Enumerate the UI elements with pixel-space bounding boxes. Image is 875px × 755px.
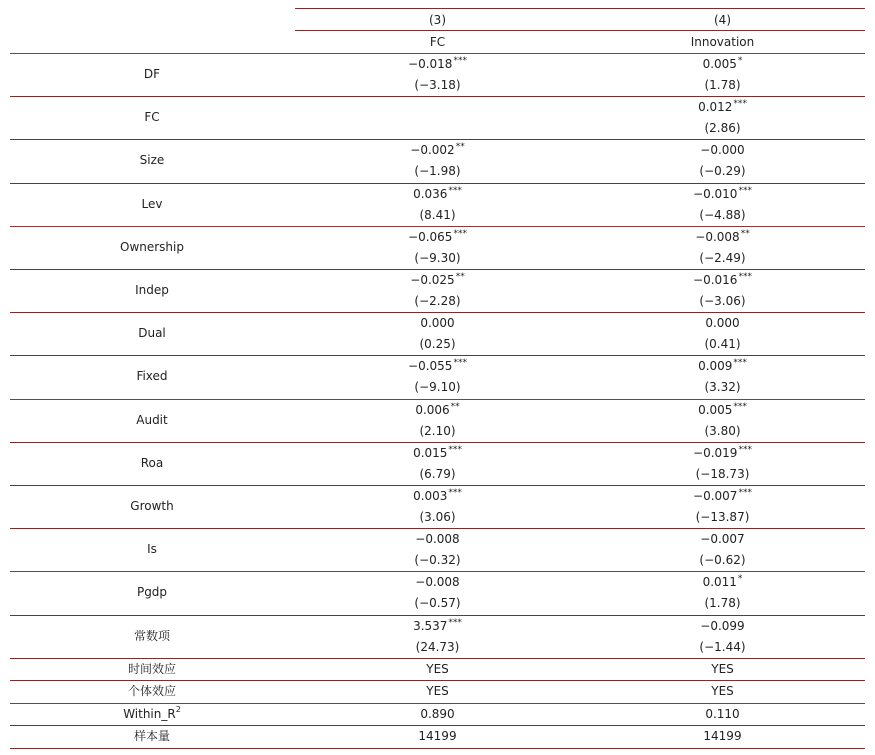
footer-rule-3 [10,748,865,749]
footer-4-1: YES [711,684,734,699]
row-label-3: Lev [141,196,163,211]
tstat-4-5: (−3.06) [699,294,746,308]
coef-4-2: −0.000 [700,143,745,158]
significance-stars: *** [733,99,747,110]
coef-3-5: −0.025** [410,272,465,287]
col-name-fc: FC [429,35,446,49]
significance-stars: *** [448,185,462,196]
coef-3-12: −0.008 [415,575,460,590]
coef-3-3: 0.036*** [413,185,462,201]
significance-stars: *** [453,358,467,369]
tstat-3-4: (−9.30) [414,250,461,265]
coef-3-9: 0.015*** [413,444,462,460]
row-rule-6 [10,355,865,356]
coef-4-1: 0.012*** [698,99,747,115]
footer-4-2: 0.110 [705,706,740,721]
coef-4-6: 0.000 [705,316,740,331]
tstat-3-7: (−9.10) [414,380,461,395]
tstat-3-6: (0.25) [419,337,456,352]
tstat-4-9: (−18.73) [695,466,750,481]
tstat-4-6: (0.41) [704,337,741,352]
significance-stars: * [737,574,743,585]
col-name-innovation: Innovation [690,35,755,49]
tstat-4-3: (−4.88) [699,207,746,222]
significance-stars: *** [738,488,752,498]
coef-3-11: −0.008 [415,532,460,547]
significance-stars: *** [448,617,462,628]
significance-stars: ** [455,272,465,282]
significance-stars: ** [455,142,465,153]
tstat-4-12: (1.78) [704,596,741,611]
footer-label-1: 个体效应 [127,684,176,699]
row-label-5: Indep [135,283,169,297]
row-label-1: FC [144,110,160,125]
row-label-7: Fixed [136,369,168,384]
superscript: 2 [175,704,181,714]
row-rule-12 [10,615,865,616]
row-rule-1 [10,139,865,140]
row-label-12: Pgdp [136,585,168,600]
row-rule-4 [10,269,865,270]
tstat-4-10: (−13.87) [695,510,750,524]
coef-4-7: 0.009*** [698,358,747,374]
row-label-4: Ownership [120,239,184,254]
tstat-4-8: (3.80) [704,423,741,438]
significance-stars: *** [733,401,747,412]
footer-4-0: YES [711,661,734,676]
coef-4-0: 0.005* [702,56,743,71]
tstat-4-11: (−0.62) [699,553,746,568]
row-rule-2 [10,183,865,184]
footer-label-3: 样本量 [133,729,170,744]
row-label-8: Audit [136,412,168,427]
tstat-3-5: (−2.28) [414,294,461,308]
tstat-3-11: (−0.32) [414,553,461,568]
row-rule-8 [10,442,865,443]
row-rule-13 [10,658,865,659]
coef-4-8: 0.005*** [698,401,747,417]
col-number-3: (3) [429,13,446,27]
coef-3-2: −0.002** [410,142,465,158]
significance-stars: *** [733,358,747,369]
footer-label-2: $Within\_R^2$ [123,704,181,721]
row-rule-10 [10,528,865,529]
coef-4-3: −0.010*** [693,185,752,201]
coef-4-5: −0.016*** [693,272,752,287]
row-label-13: 常数项 [133,628,170,643]
header-mid-rule [295,30,865,31]
footer-3-2: 0.890 [420,706,455,721]
coef-3-6: 0.000 [420,316,455,331]
coef-4-13: −0.099 [700,618,745,633]
tstat-3-13: (24.73) [415,639,460,654]
significance-stars: ** [450,401,460,412]
coef-4-9: −0.019*** [693,444,752,460]
tstat-4-7: (3.32) [704,380,741,395]
row-label-6: Dual [138,326,166,341]
row-rule-0 [10,96,865,97]
coef-3-4: −0.065*** [408,228,467,244]
tstat-3-2: (−1.98) [414,164,461,179]
row-rule-3 [10,226,865,227]
footer-rule-2 [10,725,865,726]
tstat-4-13: (−1.44) [699,639,746,654]
significance-stars: *** [448,488,462,498]
tstat-3-12: (−0.57) [414,596,461,611]
significance-stars: *** [453,56,467,66]
tstat-3-10: (3.06) [419,510,456,524]
footer-rule-1 [10,703,865,704]
significance-stars: *** [448,444,462,455]
significance-stars: ** [740,228,750,239]
row-rule-9 [10,485,865,486]
footer-rule-0 [10,680,865,681]
coef-3-0: −0.018*** [408,56,467,71]
footer-3-1: YES [426,684,449,699]
row-label-9: Roa [140,455,164,470]
body-top-rule [10,53,865,54]
tstat-4-2: (−0.29) [699,164,746,179]
footer-label-0: 时间效应 [127,661,176,676]
row-label-10: Growth [130,499,174,513]
significance-stars: *** [453,228,467,239]
col-number-4: (4) [714,13,731,27]
coef-3-10: 0.003*** [413,488,462,503]
row-label-2: Size [139,153,165,168]
coef-3-8: 0.006** [415,401,460,417]
tstat-3-8: (2.10) [419,423,456,438]
row-rule-11 [10,571,865,572]
footer-4-3: 14199 [703,729,742,744]
tstat-4-1: (2.86) [704,121,741,136]
significance-stars: *** [738,185,752,196]
significance-stars: * [737,56,743,66]
tstat-3-3: (8.41) [419,207,456,222]
coef-4-10: −0.007*** [693,488,752,503]
row-rule-7 [10,399,865,400]
coef-4-11: −0.007 [700,532,745,547]
tstat-4-0: (1.78) [704,78,741,92]
significance-stars: *** [738,272,752,282]
footer-3-0: YES [426,661,449,676]
row-label-11: Is [147,542,157,557]
row-label-0: DF [143,67,161,81]
header-top-rule [295,8,865,9]
significance-stars: *** [738,444,752,455]
footer-3-3: 14199 [418,729,457,744]
coef-3-13: 3.537*** [413,617,462,633]
tstat-3-9: (6.79) [419,466,456,481]
row-rule-5 [10,312,865,313]
tstat-3-0: (−3.18) [414,78,461,92]
coef-4-12: 0.011* [702,574,743,590]
coef-4-4: −0.008** [695,228,750,244]
coef-3-7: −0.055*** [408,358,467,374]
tstat-4-4: (−2.49) [699,250,746,265]
